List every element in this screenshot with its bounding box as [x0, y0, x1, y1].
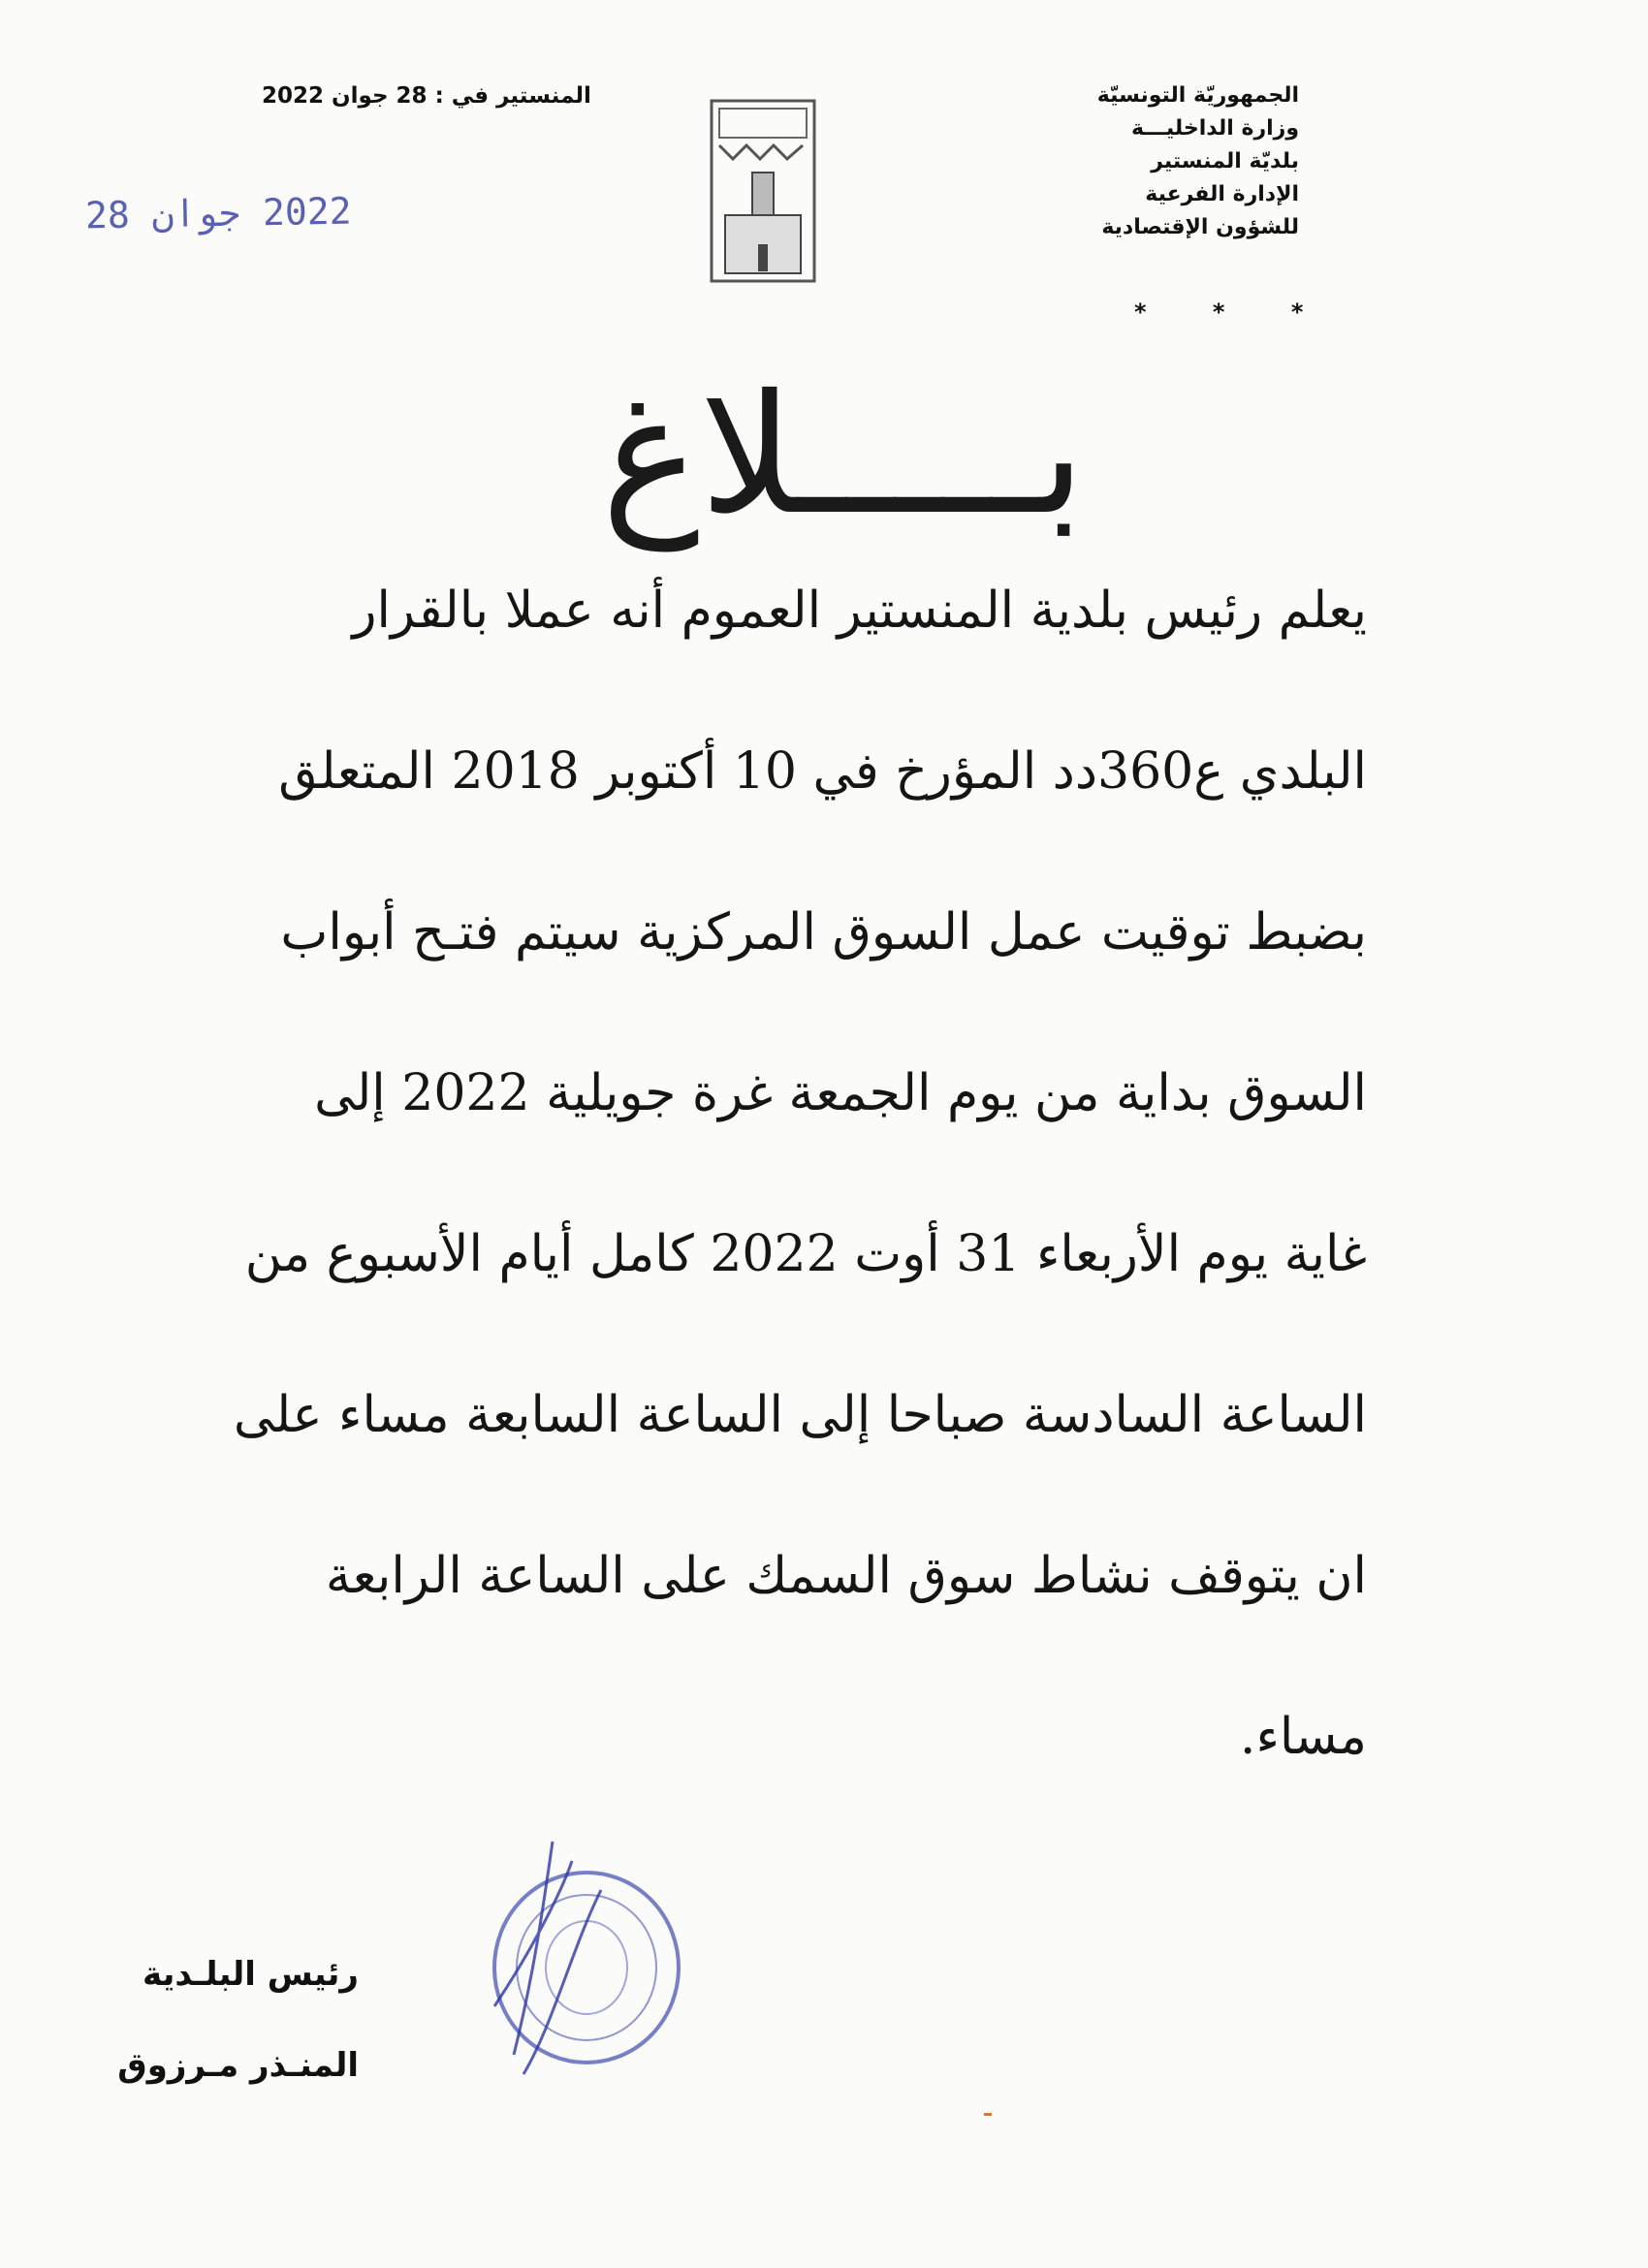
- received-date-stamp: 2022 جوان 28: [84, 189, 352, 237]
- institution-header: [989, 79, 1299, 244]
- header-section: للشؤون الإقتصادية: [1101, 215, 1299, 239]
- header-republic: الجمهوريّة التونسيّة: [1096, 83, 1299, 108]
- header-department: الإدارة الفرعية: [1145, 182, 1299, 206]
- body-line-5: غاية يوم الأربعاء 31 أوت 2022 كامل أيام الأسبوع من: [244, 1225, 1367, 1283]
- signature-role: رئيس البلـدية: [143, 1955, 359, 1994]
- date-line: المنستير في : 28 جوان 2022: [262, 83, 591, 109]
- ink-mark: [984, 2113, 992, 2116]
- body-line-4: السوق بداية من يوم الجمعة غرة جويلية 2022 إلى: [314, 1064, 1367, 1122]
- official-seal: [456, 1832, 698, 2094]
- body-line-2: البلدي ع360دد المؤرخ في 10 أكتوبر 2018 المتعلق: [278, 742, 1367, 801]
- body-line-6: الساعة السادسة صباحا إلى الساعة السابعة مساء على: [233, 1386, 1367, 1444]
- header-municipality: بلديّة المنستير: [1151, 149, 1299, 173]
- signature-block: [107, 1929, 359, 2111]
- municipality-logo: [710, 99, 816, 283]
- body-line-1: يعلم رئيس بلدية المنستير العموم أنه عملا بالقرار: [352, 582, 1367, 640]
- announcement-body: [155, 562, 1367, 1849]
- signature-name: المنـذر مـرزوق: [117, 2046, 359, 2085]
- body-line-3: بضبط توقيت عمل السوق المركزية سيتم فتـح أبواب: [280, 903, 1367, 961]
- announcement-title: بـــــلاغ: [601, 360, 1086, 551]
- body-line-8: مساء.: [1239, 1708, 1367, 1766]
- body-line-7: ان يتوقف نشاط سوق السمك على الساعة الرابعة: [325, 1547, 1367, 1605]
- header-stars: * * *: [1134, 299, 1333, 326]
- header-ministry: وزارة الداخليـــة: [1131, 116, 1299, 141]
